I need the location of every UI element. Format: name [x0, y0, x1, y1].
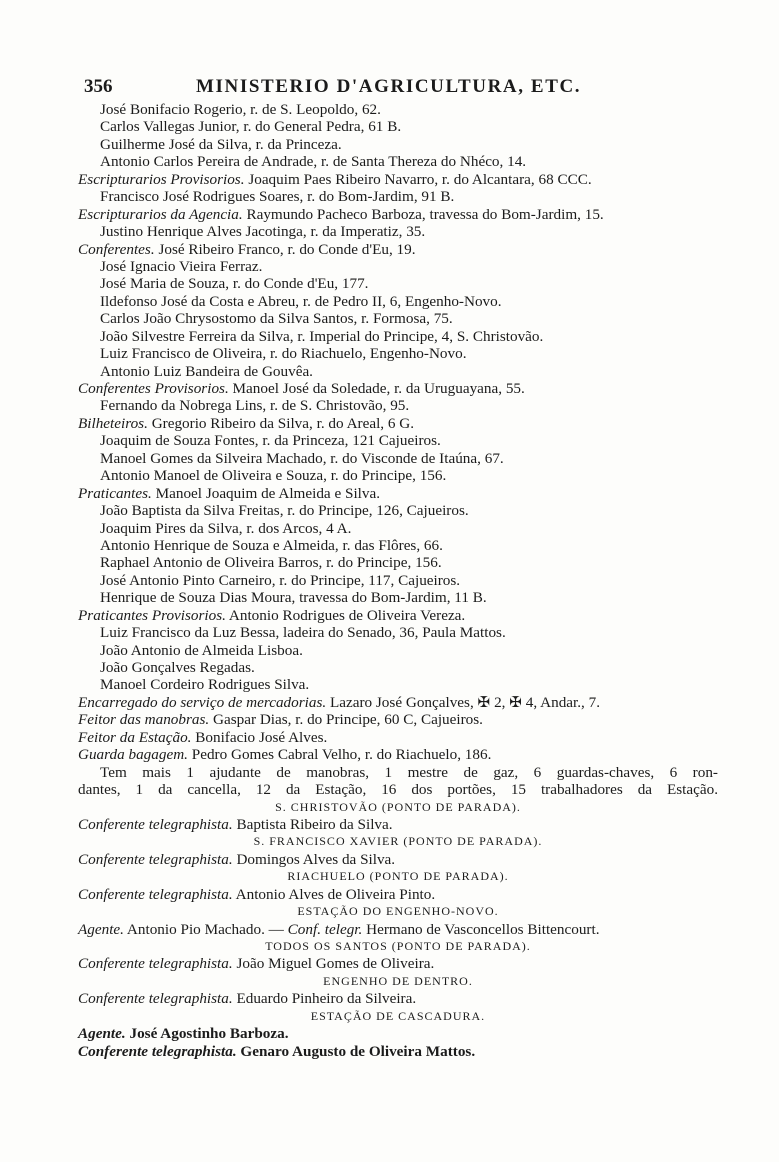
document-body — [78, 101, 718, 1060]
name-entry — [78, 136, 718, 153]
role-title: Guarda bagagem. — [78, 746, 188, 764]
running-title: MINISTERIO D'AGRICULTURA, ETC. — [196, 76, 582, 97]
role-entry — [78, 711, 718, 728]
entry-text: Genaro Augusto de Oliveira Mattos. — [236, 1042, 476, 1060]
entry-text: João Antonio de Almeida Lisboa. — [100, 641, 303, 659]
entry-text: José Ignacio Vieira Ferraz. — [100, 257, 263, 275]
name-entry — [78, 118, 718, 135]
section-heading: ENGENHO DE DENTRO. — [323, 973, 473, 988]
entry-text: Raphael Antonio de Oliveira Barros, r. do Principe, 156. — [100, 554, 442, 572]
entry-text: João Gonçalves Regadas. — [100, 659, 255, 676]
entry-text: Justino Henrique Alves Jacotinga, r. da Imperatiz, 35. — [100, 223, 426, 241]
name-entry — [78, 537, 718, 554]
entry-text: José Antonio Pinto Carneiro, r. do Principe, 117, Cajueiros. — [100, 571, 461, 589]
role-title: Conferente telegraphista. — [78, 850, 233, 868]
entry-text: Domingos Alves da Silva. — [232, 850, 396, 868]
entry-text: Ildefonso José da Costa e Abreu, r. de Pedro II, 6, Engenho-Novo. — [100, 292, 502, 310]
role-title: Escripturarios da Agencia. — [78, 205, 243, 223]
role-entry — [78, 851, 718, 868]
entry-text: Carlos João Chrysostomo da Silva Santos, r. Formosa, 75. — [100, 310, 453, 328]
name-entry — [78, 554, 718, 571]
role-title: Conferentes. — [78, 240, 155, 258]
role-entry — [78, 921, 718, 938]
name-entry — [78, 432, 718, 449]
entry-text: Antonio Rodrigues de Oliveira Vereza. — [225, 606, 466, 624]
role-title: Conferente telegraphista. — [78, 1042, 237, 1060]
entry-text: Antonio Alves de Oliveira Pinto. — [232, 885, 436, 903]
entry-text: Guilherme José da Silva, r. da Princeza. — [100, 135, 342, 153]
entry-text: Luiz Francisco da Luz Bessa, ladeira do Senado, 36, Paula Mattos. — [100, 624, 506, 642]
name-entry — [78, 624, 718, 641]
name-entry — [78, 467, 718, 484]
name-entry — [78, 345, 718, 362]
entry-text: Hermano de Vasconcellos Bittencourt. — [362, 920, 600, 938]
entry-text: Joaquim Pires da Silva, r. dos Arcos, 4 A. — [100, 519, 352, 537]
entry-text: Gregorio Ribeiro da Silva, r. do Areal, 6 G. — [147, 414, 415, 432]
role-entry — [78, 415, 718, 432]
page-header — [84, 76, 704, 98]
section-heading: S. CHRISTOVÃO (PONTO DE PARADA). — [275, 799, 521, 814]
role-entry — [78, 729, 718, 746]
role-title: Conf. telegr. — [287, 920, 363, 938]
entry-text: João Silvestre Ferreira da Silva, r. Imperial do Principe, 4, S. Christovão. — [100, 327, 544, 345]
name-entry — [78, 589, 718, 606]
role-entry — [78, 886, 718, 903]
entry-text: Antonio Luiz Bandeira de Gouvêa. — [100, 362, 313, 380]
role-entry — [78, 1025, 718, 1042]
section-heading: RIACHUELO (PONTO DE PARADA). — [287, 869, 509, 884]
role-entry — [78, 694, 718, 711]
entry-text: Baptista Ribeiro da Silva. — [232, 815, 393, 833]
role-entry — [78, 746, 718, 763]
role-title: Conferente telegraphista. — [78, 955, 233, 973]
role-title: Conferentes Provisorios. — [78, 380, 229, 397]
entry-text: Francisco José Rodrigues Soares, r. do Bom-Jardim, 91 B. — [100, 188, 455, 206]
section-heading: S. FRANCISCO XAVIER (PONTO DE PARADA). — [253, 834, 543, 849]
role-title: Encarregado do serviço de mercadorias. — [78, 693, 327, 711]
section-heading: ESTAÇÃO DO ENGENHO-NOVO. — [297, 904, 499, 919]
entry-text: Manoel José da Soledade, r. da Uruguayana, 55. — [228, 380, 525, 397]
role-title: Agente. — [78, 920, 124, 938]
entry-text: Antonio Manoel de Oliveira e Souza, r. do Principe, 156. — [100, 467, 447, 485]
role-title: Conferente telegraphista. — [78, 815, 233, 833]
entry-text: Bonifacio José Alves. — [191, 728, 328, 746]
role-title: Praticantes. — [78, 484, 152, 502]
entry-text: Antonio Henrique de Souza e Almeida, r. das Flôres, 66. — [100, 536, 443, 554]
entry-text: Luiz Francisco de Oliveira, r. do Riachuelo, Engenho-Novo. — [100, 345, 467, 363]
role-title: Conferente telegraphista. — [78, 990, 233, 1008]
role-entry — [78, 816, 718, 833]
entry-text: Joaquim de Souza Fontes, r. da Princeza, 121 Cajueiros. — [100, 432, 441, 450]
entry-text: José Bonifacio Rogerio, r. de S. Leopoldo, 62. — [100, 101, 381, 118]
name-entry — [78, 502, 718, 519]
name-entry — [78, 223, 718, 240]
name-entry — [78, 328, 718, 345]
entry-text: José Ribeiro Franco, r. do Conde d'Eu, 19. — [154, 240, 416, 258]
name-entry — [78, 188, 718, 205]
role-title: Bilheteiros. — [78, 414, 148, 432]
name-entry — [78, 397, 718, 414]
name-entry — [78, 520, 718, 537]
entry-text: Carlos Vallegas Junior, r. do General Pedra, 61 B. — [100, 118, 402, 136]
entry-text: José Agostinho Barboza. — [125, 1025, 289, 1043]
entry-text: Manoel Gomes da Silveira Machado, r. do Visconde de Itaúna, 67. — [100, 449, 504, 467]
role-entry — [78, 955, 718, 972]
name-entry — [78, 676, 718, 693]
entry-text: Gaspar Dias, r. do Principe, 60 C, Cajueiros. — [209, 711, 483, 729]
role-entry — [78, 1043, 718, 1060]
role-entry — [78, 380, 718, 397]
name-entry — [78, 310, 718, 327]
role-title: Agente. — [78, 1025, 126, 1043]
entry-text: Fernando da Nobrega Lins, r. de S. Christovão, 95. — [100, 397, 410, 415]
name-entry — [78, 293, 718, 310]
name-entry — [78, 659, 718, 676]
section-heading: ESTAÇÃO DE CASCADURA. — [310, 1008, 486, 1023]
role-title: Praticantes Provisorios. — [78, 606, 226, 624]
name-entry — [78, 363, 718, 380]
name-entry — [78, 781, 718, 798]
name-entry — [78, 275, 718, 292]
name-entry — [78, 258, 718, 275]
entry-text: João Baptista da Silva Freitas, r. do Principe, 126, Cajueiros. — [100, 502, 469, 520]
entry-text: Raymundo Pacheco Barboza, travessa do Bom-Jardim, 15. — [242, 205, 604, 223]
name-entry — [78, 764, 718, 781]
name-entry — [78, 153, 718, 170]
entry-text: Pedro Gomes Cabral Velho, r. do Riachuelo, 186. — [187, 746, 492, 764]
role-entry — [78, 241, 718, 258]
name-entry — [78, 101, 718, 118]
entry-text: Manoel Cordeiro Rodrigues Silva. — [100, 676, 310, 694]
role-entry — [78, 206, 718, 223]
role-entry — [78, 171, 718, 188]
name-entry — [78, 450, 718, 467]
page-number: 356 — [84, 76, 113, 97]
role-title: Escripturarios Provisorios. — [78, 170, 245, 188]
entry-text: Henrique de Souza Dias Moura, travessa do Bom-Jardim, 11 B. — [100, 589, 487, 607]
role-entry — [78, 607, 718, 624]
role-title: Feitor das manobras. — [78, 711, 210, 729]
entry-text: dantes, 1 da cancella, 12 da Estação, 16 dos portões, 15 trabalhadores da Estação. — [78, 781, 718, 799]
role-entry — [78, 485, 718, 502]
entry-text: Eduardo Pinheiro da Silveira. — [232, 990, 417, 1008]
entry-text: Tem mais 1 ajudante de manobras, 1 mestre de gaz, 6 guardas-chaves, 6 ron- — [100, 763, 718, 781]
name-entry — [78, 642, 718, 659]
entry-text: Antonio Pio Machado. — — [123, 920, 288, 938]
entry-text: José Maria de Souza, r. do Conde d'Eu, 177. — [100, 275, 369, 293]
entry-text: Lazaro José Gonçalves, ✠ 2, ✠ 4, Andar., 7. — [326, 693, 601, 711]
role-entry — [78, 990, 718, 1007]
name-entry — [78, 572, 718, 589]
entry-text: Antonio Carlos Pereira de Andrade, r. de Santa Thereza do Nhéco, 14. — [100, 153, 527, 171]
role-title: Feitor da Estação. — [78, 728, 192, 746]
role-title: Conferente telegraphista. — [78, 885, 233, 903]
entry-text: João Miguel Gomes de Oliveira. — [232, 955, 435, 973]
section-heading: TODOS OS SANTOS (PONTO DE PARADA). — [265, 939, 531, 953]
entry-text: Joaquim Paes Ribeiro Navarro, r. do Alcantara, 68 CCC. — [244, 170, 592, 188]
entry-text: Manoel Joaquim de Almeida e Silva. — [151, 484, 381, 502]
